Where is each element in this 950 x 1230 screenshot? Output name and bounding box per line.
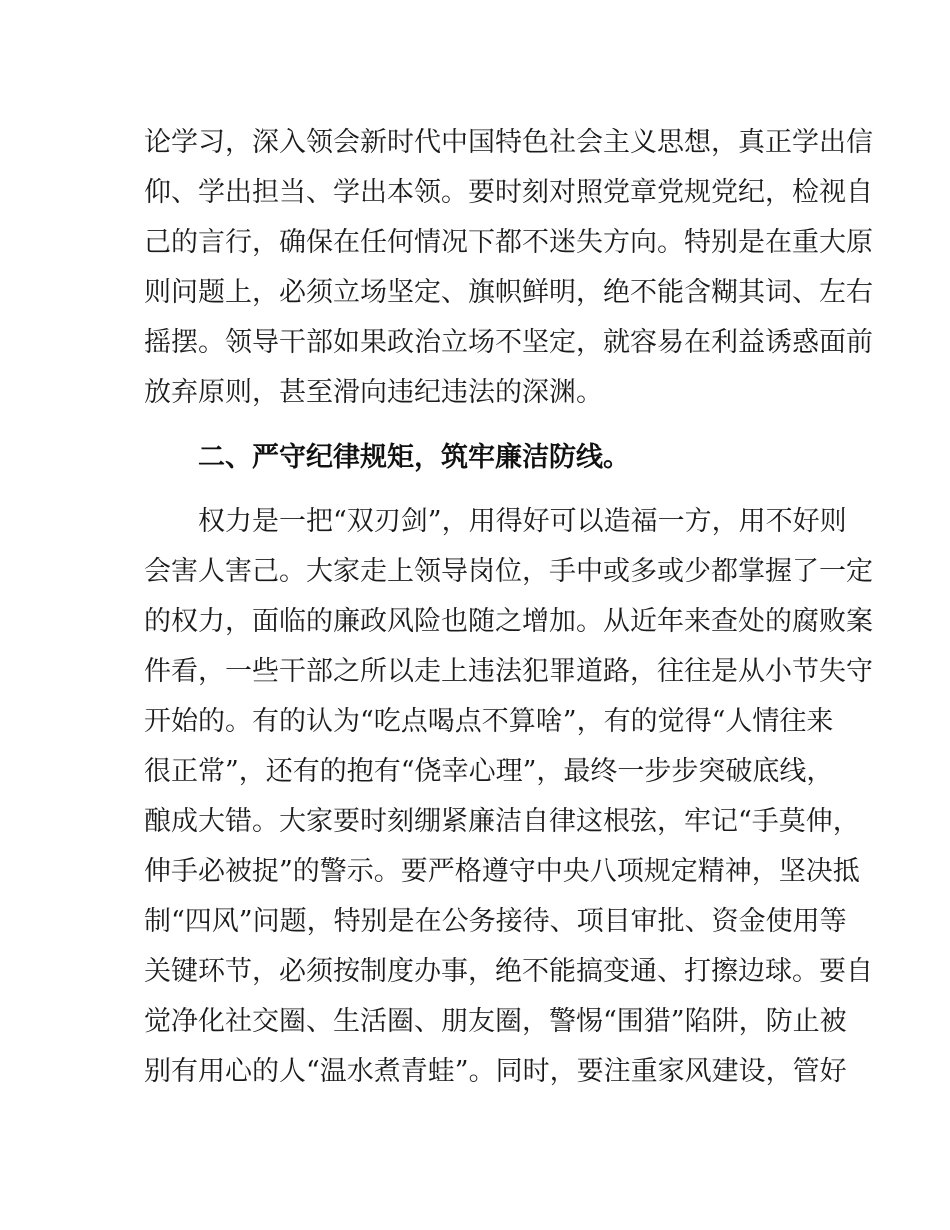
paragraph-2-line: 权力是一把“双刃剑”，用得好可以造福一方，用不好则 <box>198 506 847 537</box>
paragraph-2-line: 制“四风”问题，特别是在公务接待、项目审批、资金使用等 <box>144 906 847 937</box>
paragraph-1-line: 论学习，深入领会新时代中国特色社会主义思想，真正学出信 <box>144 127 873 158</box>
paragraph-2-line: 觉净化社交圈、生活圈、朋友圈，警惕“围猎”陷阱，防止被 <box>144 1006 847 1037</box>
paragraph-2-line: 关键环节，必须按制度办事，绝不能搞变通、打擦边球。要自 <box>144 956 873 987</box>
paragraph-1-line: 则问题上，必须立场坚定、旗帜鲜明，绝不能含糊其词、左右 <box>144 277 873 308</box>
paragraph-2-line: 开始的。有的认为“吃点喝点不算啥”，有的觉得“人情往来 <box>144 706 834 737</box>
paragraph-2-line: 的权力，面临的廉政风险也随之增加。从近年来查处的腐败案 <box>144 606 873 637</box>
paragraph-2-line: 件看，一些干部之所以走上违法犯罪道路，往往是从小节失守 <box>144 656 873 687</box>
paragraph-1-line: 己的言行，确保在任何情况下都不迷失方向。特别是在重大原 <box>144 227 873 258</box>
paragraph-1 <box>144 118 873 418</box>
paragraph-1-line: 仰、学出担当、学出本领。要时刻对照党章党规党纪，检视自 <box>144 177 873 208</box>
paragraph-2-line: 很正常”，还有的抱有“侥幸心理”，最终一步步突破底线， <box>144 756 834 787</box>
paragraph-1-line: 摇摆。领导干部如果政治立场不坚定，就容易在利益诱惑面前 <box>144 327 873 358</box>
section-heading: 二、严守纪律规矩，筑牢廉洁防线。 <box>198 442 630 473</box>
paragraph-2-line: 伸手必被捉”的警示。要严格遵守中央八项规定精神，坚决抵 <box>144 856 860 887</box>
paragraph-2 <box>144 497 873 1097</box>
paragraph-1-line: 放弃原则，甚至滑向违纪违法的深渊。 <box>144 377 603 408</box>
paragraph-2-line: 会害人害己。大家走上领导岗位，手中或多或少都掌握了一定 <box>144 556 873 587</box>
paragraph-2-line: 别有用心的人“温水煮青蛙”。同时，要注重家风建设，管好 <box>144 1056 847 1087</box>
paragraph-2-line: 酿成大错。大家要时刻绷紧廉洁自律这根弦，牢记“手莫伸， <box>144 806 860 837</box>
